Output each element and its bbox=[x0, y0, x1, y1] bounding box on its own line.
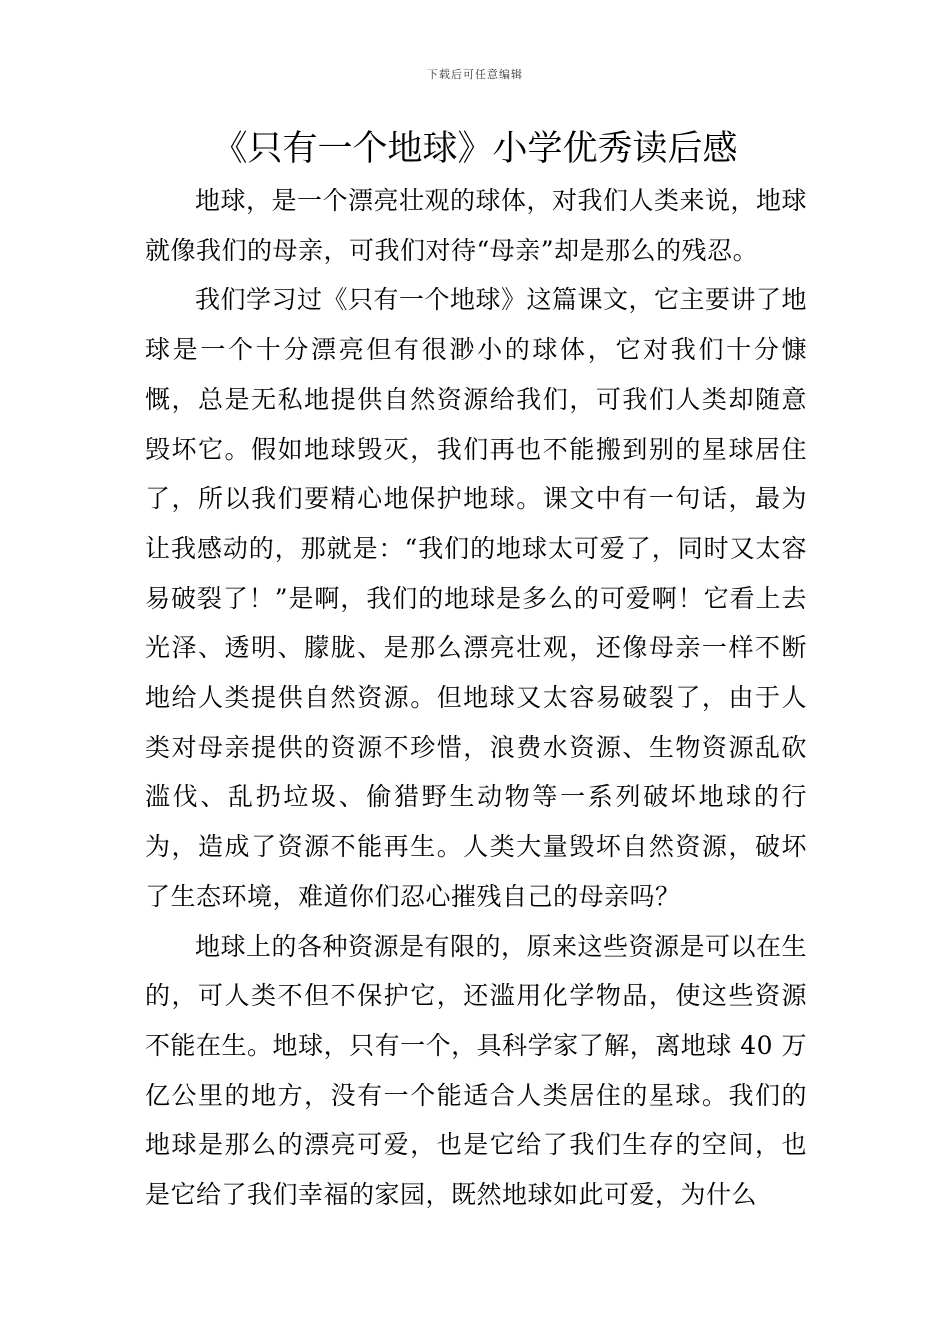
header-note: 下载后可任意编辑 bbox=[427, 68, 523, 81]
document-body bbox=[145, 176, 807, 1220]
paragraph-1: 地球，是一个漂亮壮观的球体，对我们人类来说，地球就像我们的母亲，可我们对待“母亲”却是那么的残忍。 bbox=[145, 186, 808, 265]
paragraph-2: 我们学习过《只有一个地球》这篇课文，它主要讲了地球是一个十分漂亮但有很渺小的球体，它对我们十分慷慨，总是无私地提供自然资源给我们，可我们人类却随意毁坏它。假如地球毁灭，我们再也不能搬到别的星球居住了，所以我们要精心地保护地球。课文中有一句话，最为让我感动的，那就是：“我们的地球太可爱了，同时又太容易破裂了！”是啊，我们的地球是多么的可爱啊！它看上去光泽、透明、朦胧、是那么漂亮壮观，还像母亲一样不断地给人类提供自然资源。但地球又太容易破裂了，由于人类对母亲提供的资源不珍惜，浪费水资源、生物资源乱砍滥伐、乱扔垃圾、偷猎野生动物等一系列破坏地球的行为，造成了资源不能再生。人类大量毁坏自然资源，破坏了生态环境，难道你们忍心摧残自己的母亲吗？ bbox=[145, 285, 808, 911]
document-title: 《只有一个地球》小学优秀读后感 bbox=[212, 129, 738, 169]
paragraph-3: 地球上的各种资源是有限的，原来这些资源是可以在生的，可人类不但不保护它，还滥用化学物品，使这些资源不能在生。地球，只有一个，具科学家了解，离地球 40 万亿公里的地方，没有一个能适合人类居住的星球。我们的地球是那么的漂亮可爱，也是它给了我们生存的空间，也是它给了我们幸福的家园，既然地球如此可爱，为什么 bbox=[145, 931, 808, 1210]
